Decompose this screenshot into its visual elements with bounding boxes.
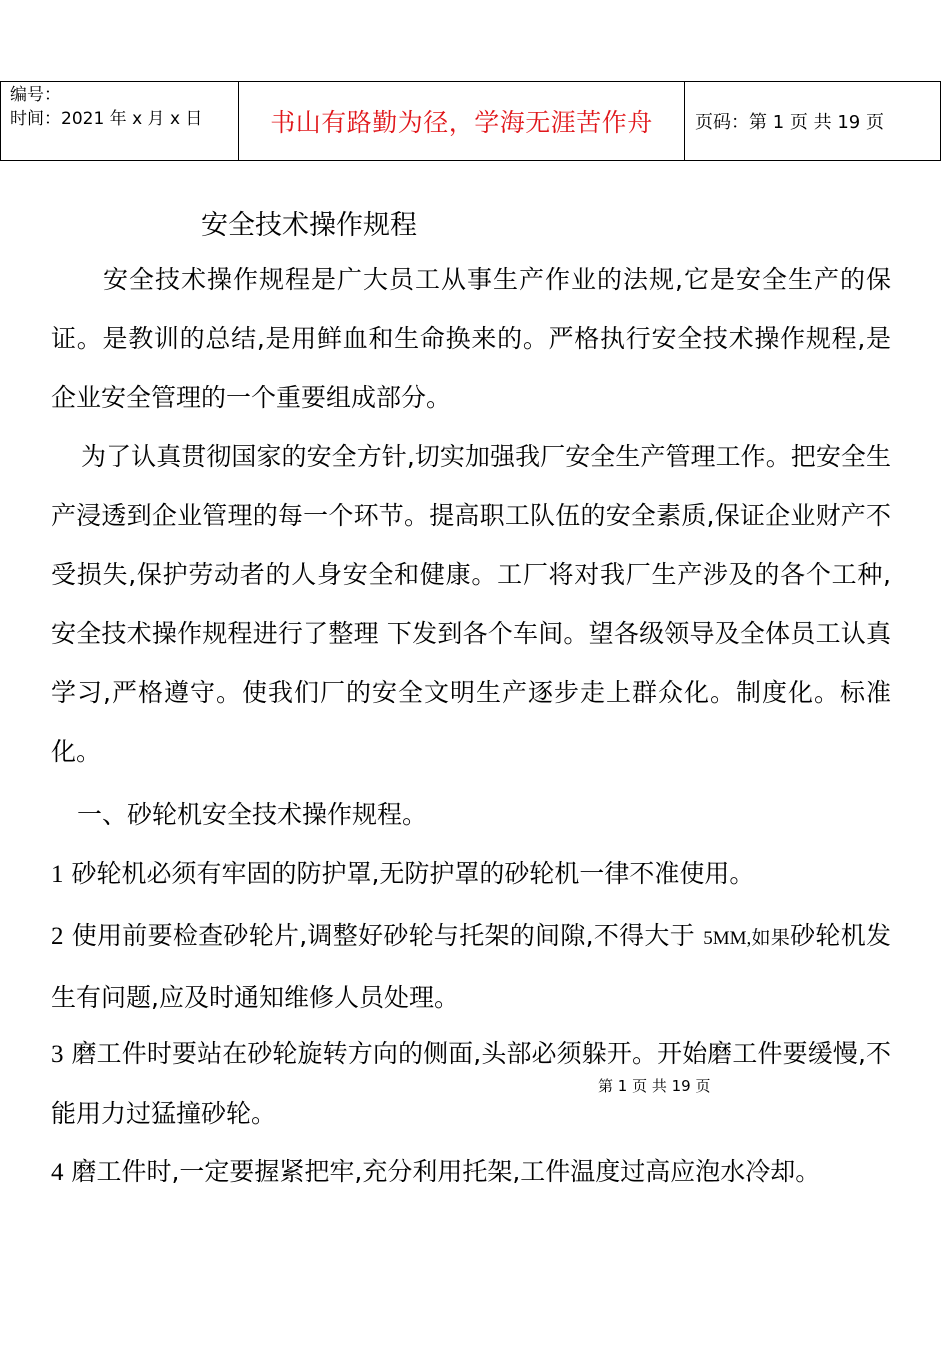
page-footer: 第 1 页 共 19 页 bbox=[598, 1077, 711, 1095]
rule-text-continued: 砂轮机发生有问题,应及时通知维修人员处理。 bbox=[51, 921, 891, 1012]
rule-text: 磨工件时要站在砂轮旋转方向的侧面,头部必须躲开。开始磨工件要缓慢,不能用力过猛撞砂轮。 bbox=[51, 1039, 891, 1128]
rule-number: 4 bbox=[51, 1159, 64, 1186]
rule-text: 砂轮机必须有牢固的防护罩,无防护罩的砂轮机一律不准使用。 bbox=[71, 859, 755, 888]
rule-text: 磨工件时,一定要握紧把牢,充分利用托架,工件温度过高应泡水冷却。 bbox=[71, 1157, 821, 1186]
document-date-label: 时间：2021 年 x 月 x 日 bbox=[10, 109, 203, 129]
rule-item-3 bbox=[51, 1024, 891, 1143]
intro-paragraph: 安全技术操作规程是广大员工从事生产作业的法规,它是安全生产的保证。是教训的总结,是用鲜血和生命换来的。严格执行安全技术操作规程,是企业安全管理的一个重要组成部分。 bbox=[51, 265, 891, 412]
rule-item-2 bbox=[51, 906, 891, 1027]
header-info-cell bbox=[1, 82, 239, 161]
document-number-label: 编号： bbox=[10, 85, 61, 105]
rule-item-4 bbox=[51, 1142, 891, 1202]
header-page-label: 页码：第 1 页 共 19 页 bbox=[695, 112, 884, 133]
header-page-cell bbox=[685, 82, 941, 161]
rule-text: 使用前要检查砂轮片,调整好砂轮与托架的间隙,不得大于 bbox=[71, 921, 695, 950]
rule-number: 3 bbox=[51, 1041, 64, 1068]
purpose-paragraph: 为了认真贯彻国家的安全方针,切实加强我厂安全生产管理工作。把安全生产浸透到企业管理的每一个环节。提高职工队伍的安全素质,保证企业财产不受损失,保护劳动者的人身安全和健康。工厂将对我厂生产涉及的各个工种,安全技术操作规程进行了整理 下发到各个车间。望各级领导及全体员工认真学习,严格遵守。使我们厂的安全文明生产逐步走上群众化。制度化。标准化。 bbox=[51, 442, 891, 766]
rule-text-ruguo: 如果 bbox=[751, 927, 791, 949]
rule-number: 2 bbox=[51, 923, 64, 950]
rule-item-1 bbox=[51, 844, 891, 904]
document-title: 安全技术操作规程 bbox=[201, 210, 417, 241]
gap-limit-value: 5MM, bbox=[703, 928, 752, 949]
header-motto-cell bbox=[239, 82, 685, 161]
section-heading: 一、砂轮机安全技术操作规程。 bbox=[77, 800, 428, 829]
motto-text: 书山有路勤为径，学海无涯苦作舟 bbox=[270, 108, 653, 137]
rule-number: 1 bbox=[51, 861, 64, 888]
header-table bbox=[0, 81, 941, 161]
